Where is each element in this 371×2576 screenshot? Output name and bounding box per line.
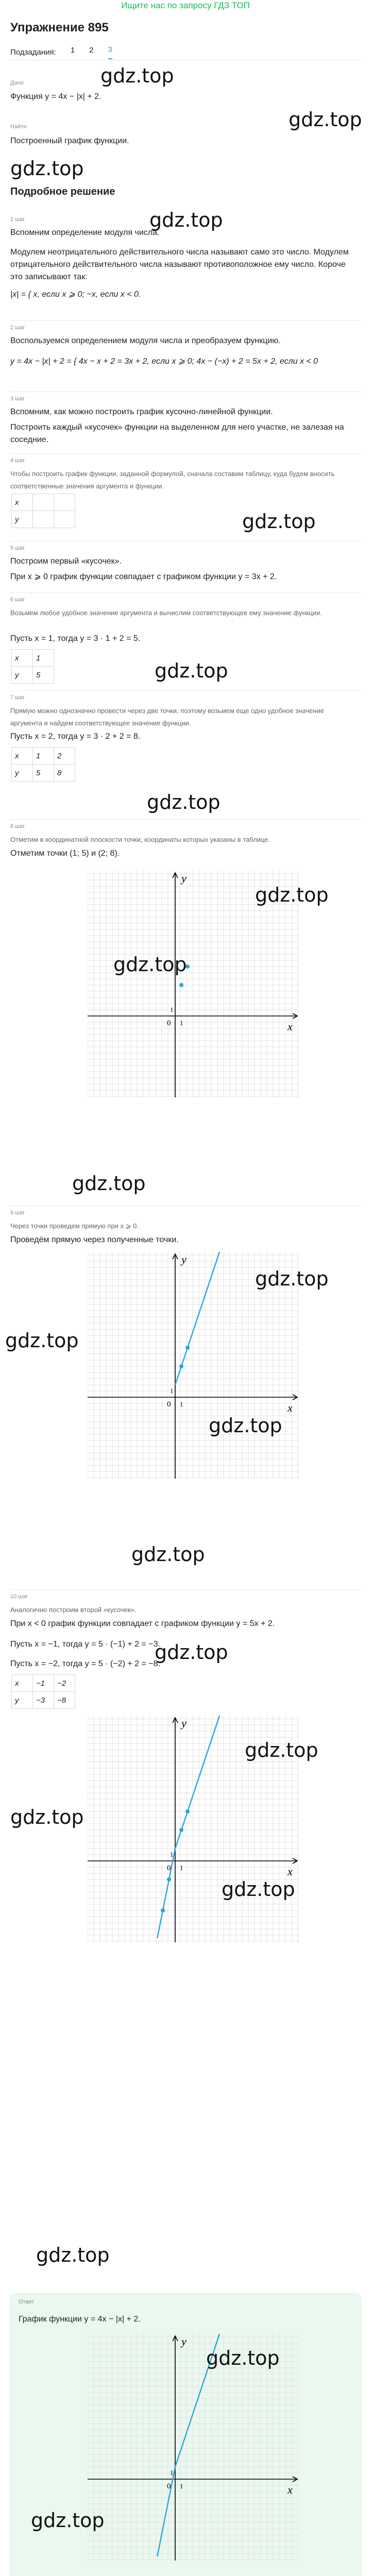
step-text: При x < 0 график функции совпадает с графиком функции y = 5x + 2. bbox=[10, 1619, 275, 1628]
unit-x-label: 1 bbox=[180, 2482, 183, 2490]
page-title: Упражнение 895 bbox=[10, 21, 109, 35]
watermark: gdz.top bbox=[206, 2347, 280, 2369]
step-text: Построить каждый «кусочек» функции на выделенном для него участке, не залезая на соседние. bbox=[10, 423, 344, 444]
graph-point bbox=[185, 1809, 190, 1814]
watermark: gdz.top bbox=[242, 510, 316, 533]
unit-x-label: 1 bbox=[180, 1400, 183, 1408]
unit-y-label: 1 bbox=[170, 1851, 174, 1858]
formula: y = 4x − |x| + 2 = { 4x − x + 2 = 3x + 2, если x ⩾ 0; 4x − (−x) + 2 = 5x + 2, если x < 0 bbox=[10, 357, 318, 366]
x-axis-label: x bbox=[288, 2483, 293, 2496]
line-left bbox=[157, 1849, 175, 1938]
step-label: 10 шаг bbox=[10, 1594, 28, 1600]
step-text: Построим первый «кусочек». bbox=[10, 557, 122, 566]
solution-title: Подробное решение bbox=[10, 186, 115, 197]
origin-label: 0 bbox=[167, 1019, 171, 1027]
step-text: Проведём прямую через полученные точки. bbox=[10, 1235, 179, 1244]
step-label: 6 шаг bbox=[10, 597, 25, 603]
watermark: gdz.top bbox=[289, 108, 362, 131]
step-text: Через точки проведем прямую при x ⩾ 0. bbox=[10, 1222, 139, 1230]
value-table: x 1 y 5 bbox=[11, 649, 54, 684]
step-text: При x ⩾ 0 график функции совпадает с графиком функции y = 3x + 2. bbox=[10, 572, 277, 581]
watermark: gdz.top bbox=[72, 1172, 146, 1195]
watermark: gdz.top bbox=[155, 1641, 228, 1664]
step-label: 7 шаг bbox=[10, 694, 25, 701]
answer-label: Ответ bbox=[19, 2299, 35, 2305]
formula: |x| = { x, если x ⩾ 0; −x, если x < 0. bbox=[10, 290, 141, 299]
step-text: Отметим в координатной плоскости точки, координаты которых указаны в таблице. bbox=[10, 836, 271, 843]
step-text: Пусть x = 2, тогда y = 3 · 2 + 2 = 8. bbox=[10, 732, 141, 741]
given-text: Функция y = 4x − |x| + 2. bbox=[10, 92, 102, 101]
step-text: Отметим точки (1; 5) и (2; 8). bbox=[10, 849, 120, 858]
divider bbox=[10, 690, 361, 691]
value-table: x 1 2 y 5 8 bbox=[11, 747, 75, 782]
step-label: 9 шаг bbox=[10, 1210, 25, 1216]
graph-point bbox=[179, 983, 183, 987]
watermark: gdz.top bbox=[10, 157, 84, 180]
value-table: x y bbox=[11, 494, 75, 528]
find-label: Найти bbox=[10, 124, 27, 130]
origin-label: 0 bbox=[167, 1864, 171, 1872]
subtask-tabs bbox=[10, 45, 112, 59]
find-text: Построенный график функции. bbox=[10, 137, 129, 145]
graph-point bbox=[179, 1828, 183, 1832]
watermark: gdz.top bbox=[113, 953, 187, 976]
divider bbox=[10, 1589, 361, 1590]
watermark: gdz.top bbox=[131, 1543, 205, 1566]
step-label: 5 шаг bbox=[10, 545, 25, 551]
origin-label: 0 bbox=[167, 2482, 171, 2490]
step-text: Модулем неотрицательного действительного числа называют само это число. Модулем отрицательного действительного числа называют противоположное ему число. Короче это записывают так: bbox=[10, 248, 349, 281]
watermark: gdz.top bbox=[255, 884, 329, 906]
divider bbox=[10, 819, 361, 820]
y-axis-label: y bbox=[181, 1253, 187, 1266]
step-text: Вспомним, как можно построить график кусочно-линейной функции. bbox=[10, 408, 273, 416]
step-label: 2 шаг bbox=[10, 325, 25, 331]
x-axis-label: x bbox=[288, 1020, 293, 1033]
step-text: Пусть x = −2, тогда y = 5 · (−2) + 2 = −8. bbox=[10, 1659, 160, 1668]
watermark: gdz.top bbox=[31, 2509, 105, 2532]
unit-y-label: 1 bbox=[170, 2469, 174, 2477]
graph-point bbox=[161, 1908, 165, 1912]
line-left bbox=[157, 2467, 175, 2556]
value-table: x −1 −2 y −3 −8 bbox=[11, 1674, 75, 1709]
step-text: Воспользуемся определением модуля числа и преобразуем функцию. bbox=[10, 336, 281, 345]
step-label: 1 шаг bbox=[10, 216, 25, 223]
watermark: gdz.top bbox=[209, 1414, 282, 1437]
x-axis-label: x bbox=[288, 1401, 293, 1414]
unit-y-label: 1 bbox=[170, 1006, 174, 1013]
step-text: Пусть x = −1, тогда y = 5 · (−1) + 2 = −3. bbox=[10, 1640, 160, 1649]
watermark: gdz.top bbox=[36, 2244, 110, 2266]
step-text: Аналогично построим второй «кусочек». bbox=[10, 1606, 137, 1614]
divider bbox=[10, 320, 361, 321]
tab-1[interactable]: 1 bbox=[70, 46, 75, 55]
watermark: gdz.top bbox=[10, 1806, 84, 1828]
watermark: gdz.top bbox=[100, 64, 174, 87]
subtasks-label: Подзадания: bbox=[10, 48, 56, 57]
x-axis-label: x bbox=[288, 1865, 293, 1878]
step-text: Чтобы построить график функции, заданной формулой, сначала составим таблицу, куда будем вносить соответственные значения аргумента и функции. bbox=[10, 470, 335, 490]
step-label: 8 шаг bbox=[10, 823, 25, 829]
watermark: gdz.top bbox=[5, 1329, 79, 1352]
tab-3[interactable]: 3 bbox=[108, 45, 112, 59]
y-axis-label: y bbox=[181, 2335, 187, 2348]
unit-y-label: 1 bbox=[170, 1387, 174, 1395]
watermark: gdz.top bbox=[149, 209, 223, 231]
step-label: 4 шаг bbox=[10, 457, 25, 464]
graph-point bbox=[179, 1364, 183, 1368]
top-banner[interactable]: Ищите нас по запросу ГДЗ ТОП bbox=[121, 1, 250, 10]
answer-text: График функции y = 4x − |x| + 2. bbox=[19, 2315, 141, 2324]
step-text: Вспомним определение модуля числа. bbox=[10, 228, 160, 237]
line-right bbox=[175, 1252, 231, 1385]
watermark: gdz.top bbox=[147, 791, 221, 814]
y-axis-label: y bbox=[181, 1717, 187, 1730]
graph-point bbox=[185, 1346, 190, 1350]
watermark: gdz.top bbox=[155, 659, 228, 682]
step-text: Возьмем любое удобное значение аргумента и вычислим соответствующее ему значение функции. bbox=[10, 609, 322, 617]
y-axis-label: y bbox=[181, 872, 187, 885]
graph-point bbox=[167, 1877, 171, 1882]
given-label: Дано bbox=[10, 80, 24, 86]
watermark: gdz.top bbox=[245, 1739, 318, 1761]
watermark: gdz.top bbox=[222, 1878, 295, 1901]
divider bbox=[10, 453, 361, 454]
origin-label: 0 bbox=[167, 1400, 171, 1409]
step-label: 3 шаг bbox=[10, 396, 25, 402]
unit-x-label: 1 bbox=[180, 1864, 183, 1872]
watermark: gdz.top bbox=[255, 1267, 329, 1290]
step-text: Прямую можно однозначно провести через две точки, поэтому возьмем еще одно удобное значение аргумента и найдем соответствующее значение функции. bbox=[10, 707, 324, 727]
tab-2[interactable]: 2 bbox=[89, 46, 94, 55]
step-text: Пусть x = 1, тогда y = 3 · 1 + 2 = 5. bbox=[10, 634, 141, 643]
line-right bbox=[175, 1716, 231, 1849]
unit-x-label: 1 bbox=[180, 1019, 183, 1027]
divider bbox=[10, 592, 361, 593]
